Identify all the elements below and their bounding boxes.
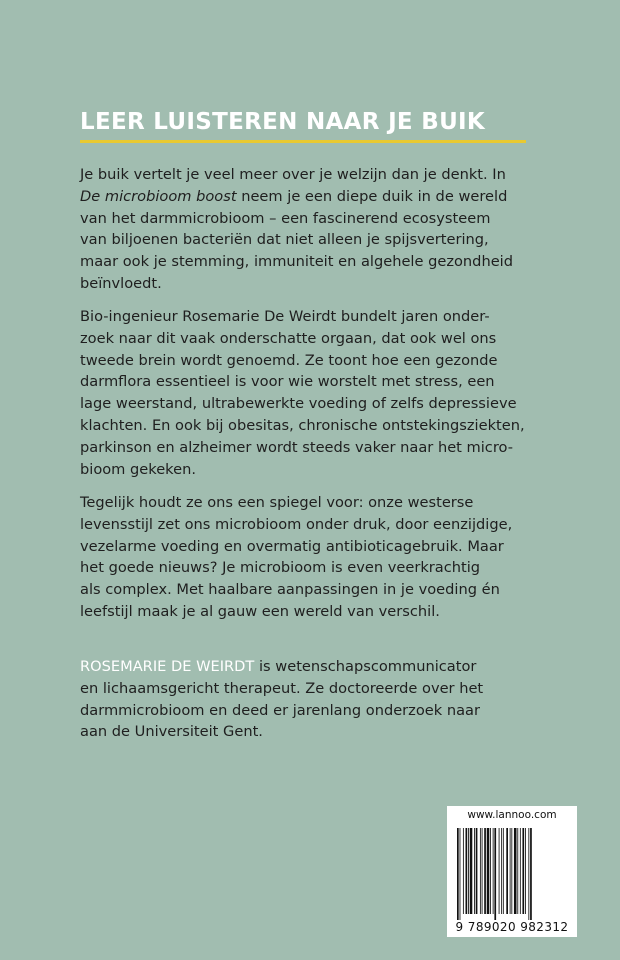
barcode-bar <box>476 828 478 914</box>
lifestyle-paragraph <box>80 492 560 623</box>
text-line: bioom gekeken. <box>80 460 196 478</box>
author-bio <box>80 656 560 743</box>
text-line: maar ook je stemming, immuniteit en algehele gezondheid <box>80 253 513 271</box>
text-line: van biljoenen bacteriën dat niet alleen je spijsvertering, <box>80 231 489 249</box>
author-name: ROSEMARIE DE WEIRDT <box>80 658 255 675</box>
text-line: en lichaamsgericht therapeut. Ze doctoreerde over het <box>80 679 484 697</box>
author-research-paragraph <box>80 306 560 480</box>
barcode-bar <box>466 828 468 914</box>
text-line <box>80 186 560 208</box>
publisher-url: www.lannoo.com <box>467 809 557 821</box>
barcode-panel <box>447 806 577 937</box>
text-line-rest: neem je een diepe duik in de wereld <box>241 187 508 205</box>
text-line: Bio-ingenieur Rosemarie De Weirdt bundelt jaren onder- <box>80 308 490 325</box>
barcode-bar <box>522 828 524 914</box>
text-line: beïnvloedt. <box>80 274 162 292</box>
intro-paragraph <box>80 164 560 295</box>
barcode-bar <box>511 828 512 914</box>
text-line: darmflora essentieel is voor wie worstelt met stress, een <box>80 373 495 391</box>
barcode-bar <box>499 828 500 914</box>
text-line: Tegelijk houdt ze ons een spiegel voor: onze westerse <box>80 494 474 511</box>
barcode-bar <box>460 828 461 920</box>
text-line: levensstijl zet ons microbioom onder druk, door eenzijdige, <box>80 515 513 533</box>
barcode-bar <box>463 828 464 914</box>
barcode-bar <box>494 828 496 920</box>
barcode-bar <box>482 828 483 914</box>
text-line: klachten. En ook bij obesitas, chronische ontstekingsziekten, <box>80 416 525 434</box>
barcode-bar <box>520 828 521 914</box>
barcode-bar <box>514 828 517 914</box>
barcode-bar <box>470 828 473 914</box>
barcode-bar <box>517 828 518 914</box>
text-line: tweede brein wordt genoemd. Ze toont hoe een gezonde <box>80 351 498 369</box>
barcode-bar <box>501 828 502 914</box>
text-line <box>80 656 560 678</box>
barcode-bar <box>474 828 475 914</box>
isbn-number: 9 789020 982312 <box>455 920 569 934</box>
text-line: leefstijl maak je al gauw een wereld van verschil. <box>80 602 440 620</box>
text-line: vezelarme voeding en overmatig antibioticagebruik. Maar <box>80 537 504 555</box>
barcode-bar <box>530 828 532 920</box>
barcode-bar <box>487 828 490 914</box>
barcode-bar <box>490 828 491 914</box>
barcode-bar <box>484 828 486 914</box>
barcode-bar <box>493 828 494 914</box>
text-line: het goede nieuws? Je microbioom is even veerkrachtig <box>80 559 481 577</box>
text-line: parkinson en alzheimer wordt steeds vaker naar het micro- <box>80 438 513 456</box>
text-line-rest: is wetenschapscommunicator <box>254 658 477 675</box>
barcode-bar <box>457 828 459 920</box>
text-line: van het darmmicrobioom – een fascinerend ecosysteem <box>80 209 491 227</box>
text-line: als complex. Met haalbare aanpassingen in je voeding én <box>80 581 500 599</box>
barcode-bar <box>480 828 481 914</box>
text-line: Je buik vertelt je veel meer over je welzijn dan je denkt. In <box>80 166 506 183</box>
text-line: darmmicrobioom en deed er jarenlang onderzoek naar <box>80 701 480 719</box>
barcode-bar <box>506 828 508 914</box>
barcode-bar <box>503 828 504 914</box>
barcode-bar <box>528 828 529 920</box>
book-title-italic: De microbioom boost <box>80 187 237 205</box>
text-line: lage weerstand, ultrabewerkte voeding of zelfs depressieve <box>80 395 517 413</box>
barcode-icon <box>457 828 567 920</box>
barcode-bar <box>510 828 511 914</box>
barcode-bar <box>468 828 469 914</box>
text-line: zoek naar dit vaak onderschatte orgaan, dat ook wel ons <box>80 329 497 347</box>
back-cover-title: LEER LUISTEREN NAAR JE BUIK <box>80 109 486 135</box>
text-line: aan de Universiteit Gent. <box>80 723 263 741</box>
title-underline <box>80 140 526 143</box>
barcode-bar <box>525 828 526 914</box>
